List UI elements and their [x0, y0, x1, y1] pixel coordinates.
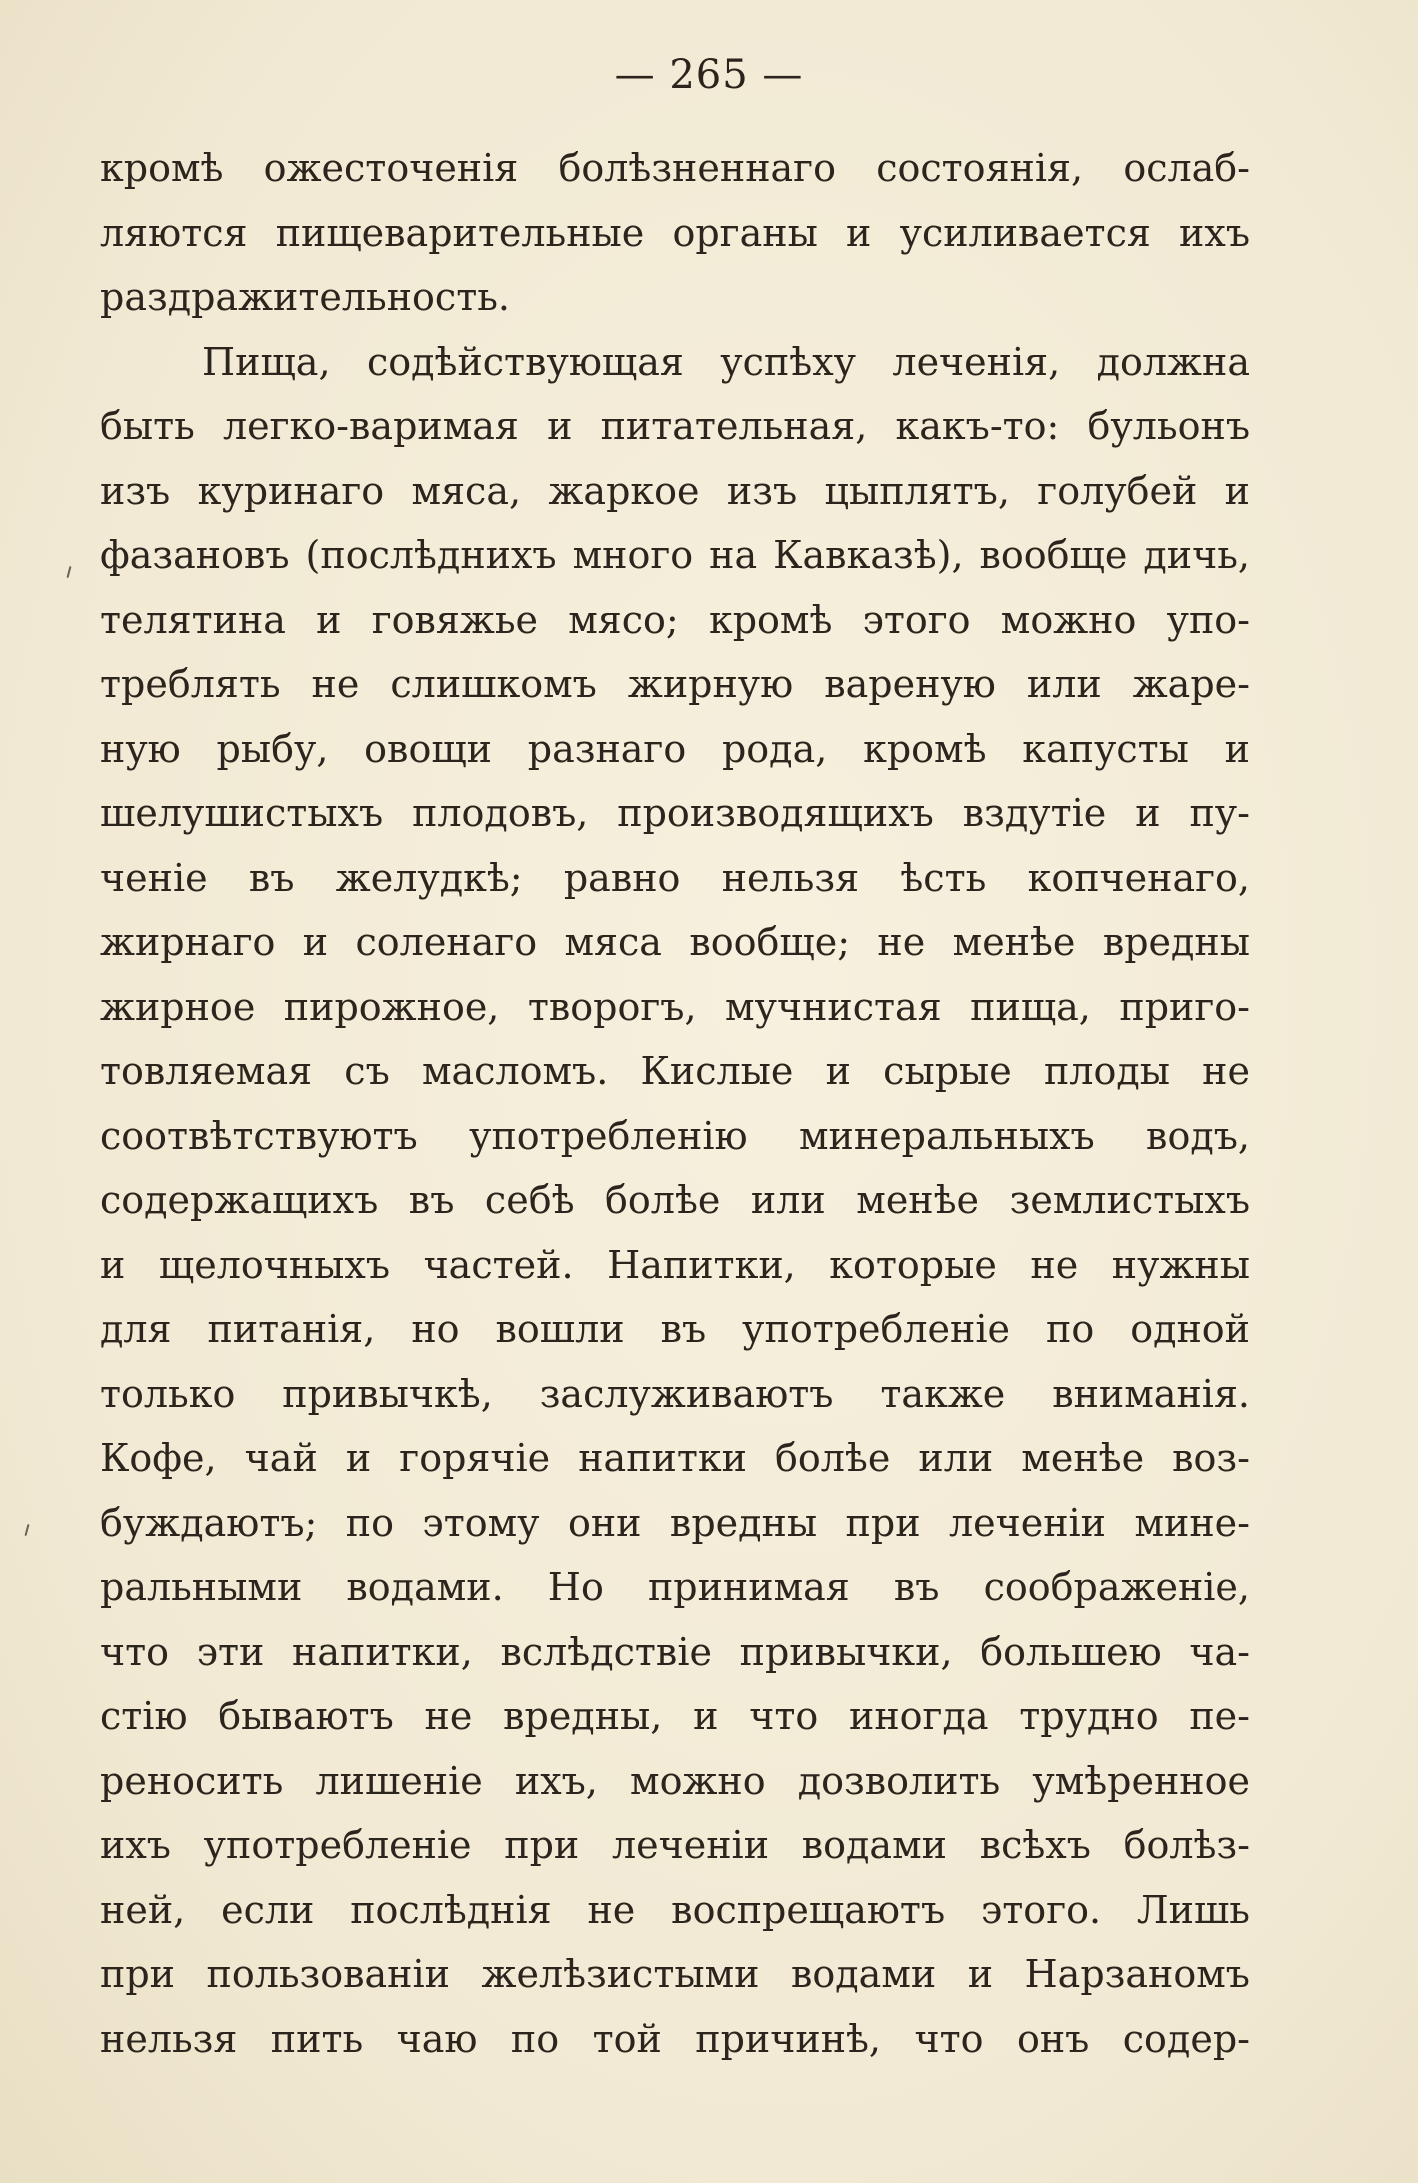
page-body-text	[100, 136, 1250, 2071]
text-line: реносить лишеніе ихъ, можно дозволить умѣренное	[100, 1758, 1250, 1803]
text-line: кромѣ ожесточенія болѣзненнаго состоянія, ослаб-	[100, 146, 1250, 190]
text-line: быть легко-варимая и питательная, какъ-то: бульонъ	[100, 404, 1250, 448]
text-line: соотвѣтствуютъ употребленію минеральныхъ водъ,	[100, 1113, 1250, 1158]
text-line: для питанія, но вошли въ употребленіе по одной	[100, 1307, 1250, 1351]
text-line: жирнаго и соленаго мяса вообще; не менѣе вредны	[100, 920, 1250, 964]
text-line: нельзя пить чаю по той причинѣ, что онъ содер-	[100, 2016, 1250, 2061]
text-line: ральными водами. Но принимая въ соображеніе,	[100, 1565, 1250, 1609]
text-line: ляются пищеварительные органы и усиливается ихъ	[100, 210, 1250, 255]
text-line: шелушистыхъ плодовъ, производящихъ вздутіе и пу-	[100, 791, 1250, 835]
text-line: содержащихъ въ себѣ болѣе или менѣе землистыхъ	[100, 1178, 1250, 1222]
text-line: ихъ употребленіе при леченіи водами всѣхъ болѣз-	[100, 1823, 1250, 1867]
text-line: телятина и говяжье мясо; кромѣ этого можно упо-	[100, 597, 1250, 642]
text-line: треблять не слишкомъ жирную вареную или жаре-	[100, 662, 1250, 706]
text-line: фазановъ (послѣднихъ много на Кавказѣ), вообще дичь,	[100, 533, 1250, 577]
text-line: ченіе въ желудкѣ; равно нельзя ѣсть копченаго,	[100, 855, 1250, 900]
text-line: и щелочныхъ частей. Напитки, которые не нужны	[100, 1242, 1250, 1287]
text-line: только привычкѣ, заслуживаютъ также вниманія.	[100, 1371, 1250, 1416]
page-number: — 265 —	[614, 52, 804, 98]
text-line: изъ куринаго мяса, жаркое изъ цыплятъ, голубей и	[100, 468, 1250, 513]
text-line: ную рыбу, овощи разнаго рода, кромѣ капусты и	[100, 726, 1250, 771]
paragraph-first-line: Пища, содѣйствующая успѣху леченія, должна	[202, 339, 1250, 384]
text-line: Кофе, чай и горячіе напитки болѣе или менѣе воз-	[100, 1436, 1250, 1480]
text-line: товляемая съ масломъ. Кислые и сырые плоды не	[100, 1049, 1250, 1093]
text-line: ней, если послѣднія не воспрещаютъ этого. Лишь	[100, 1887, 1250, 1932]
text-line: при пользованіи желѣзистыми водами и Нарзаномъ	[100, 1952, 1250, 1996]
text-line: что эти напитки, вслѣдствіе привычки, большею ча-	[100, 1629, 1250, 1674]
paper-speck	[24, 1524, 29, 1536]
text-line: буждаютъ; по этому они вредны при леченіи мине-	[100, 1500, 1250, 1545]
text-line: стію бываютъ не вредны, и что иногда трудно пе-	[100, 1694, 1250, 1738]
text-line: жирное пирожное, творогъ, мучнистая пища, приго-	[100, 984, 1250, 1029]
paper-speck	[66, 566, 71, 578]
text-line: раздражительность.	[100, 275, 510, 319]
